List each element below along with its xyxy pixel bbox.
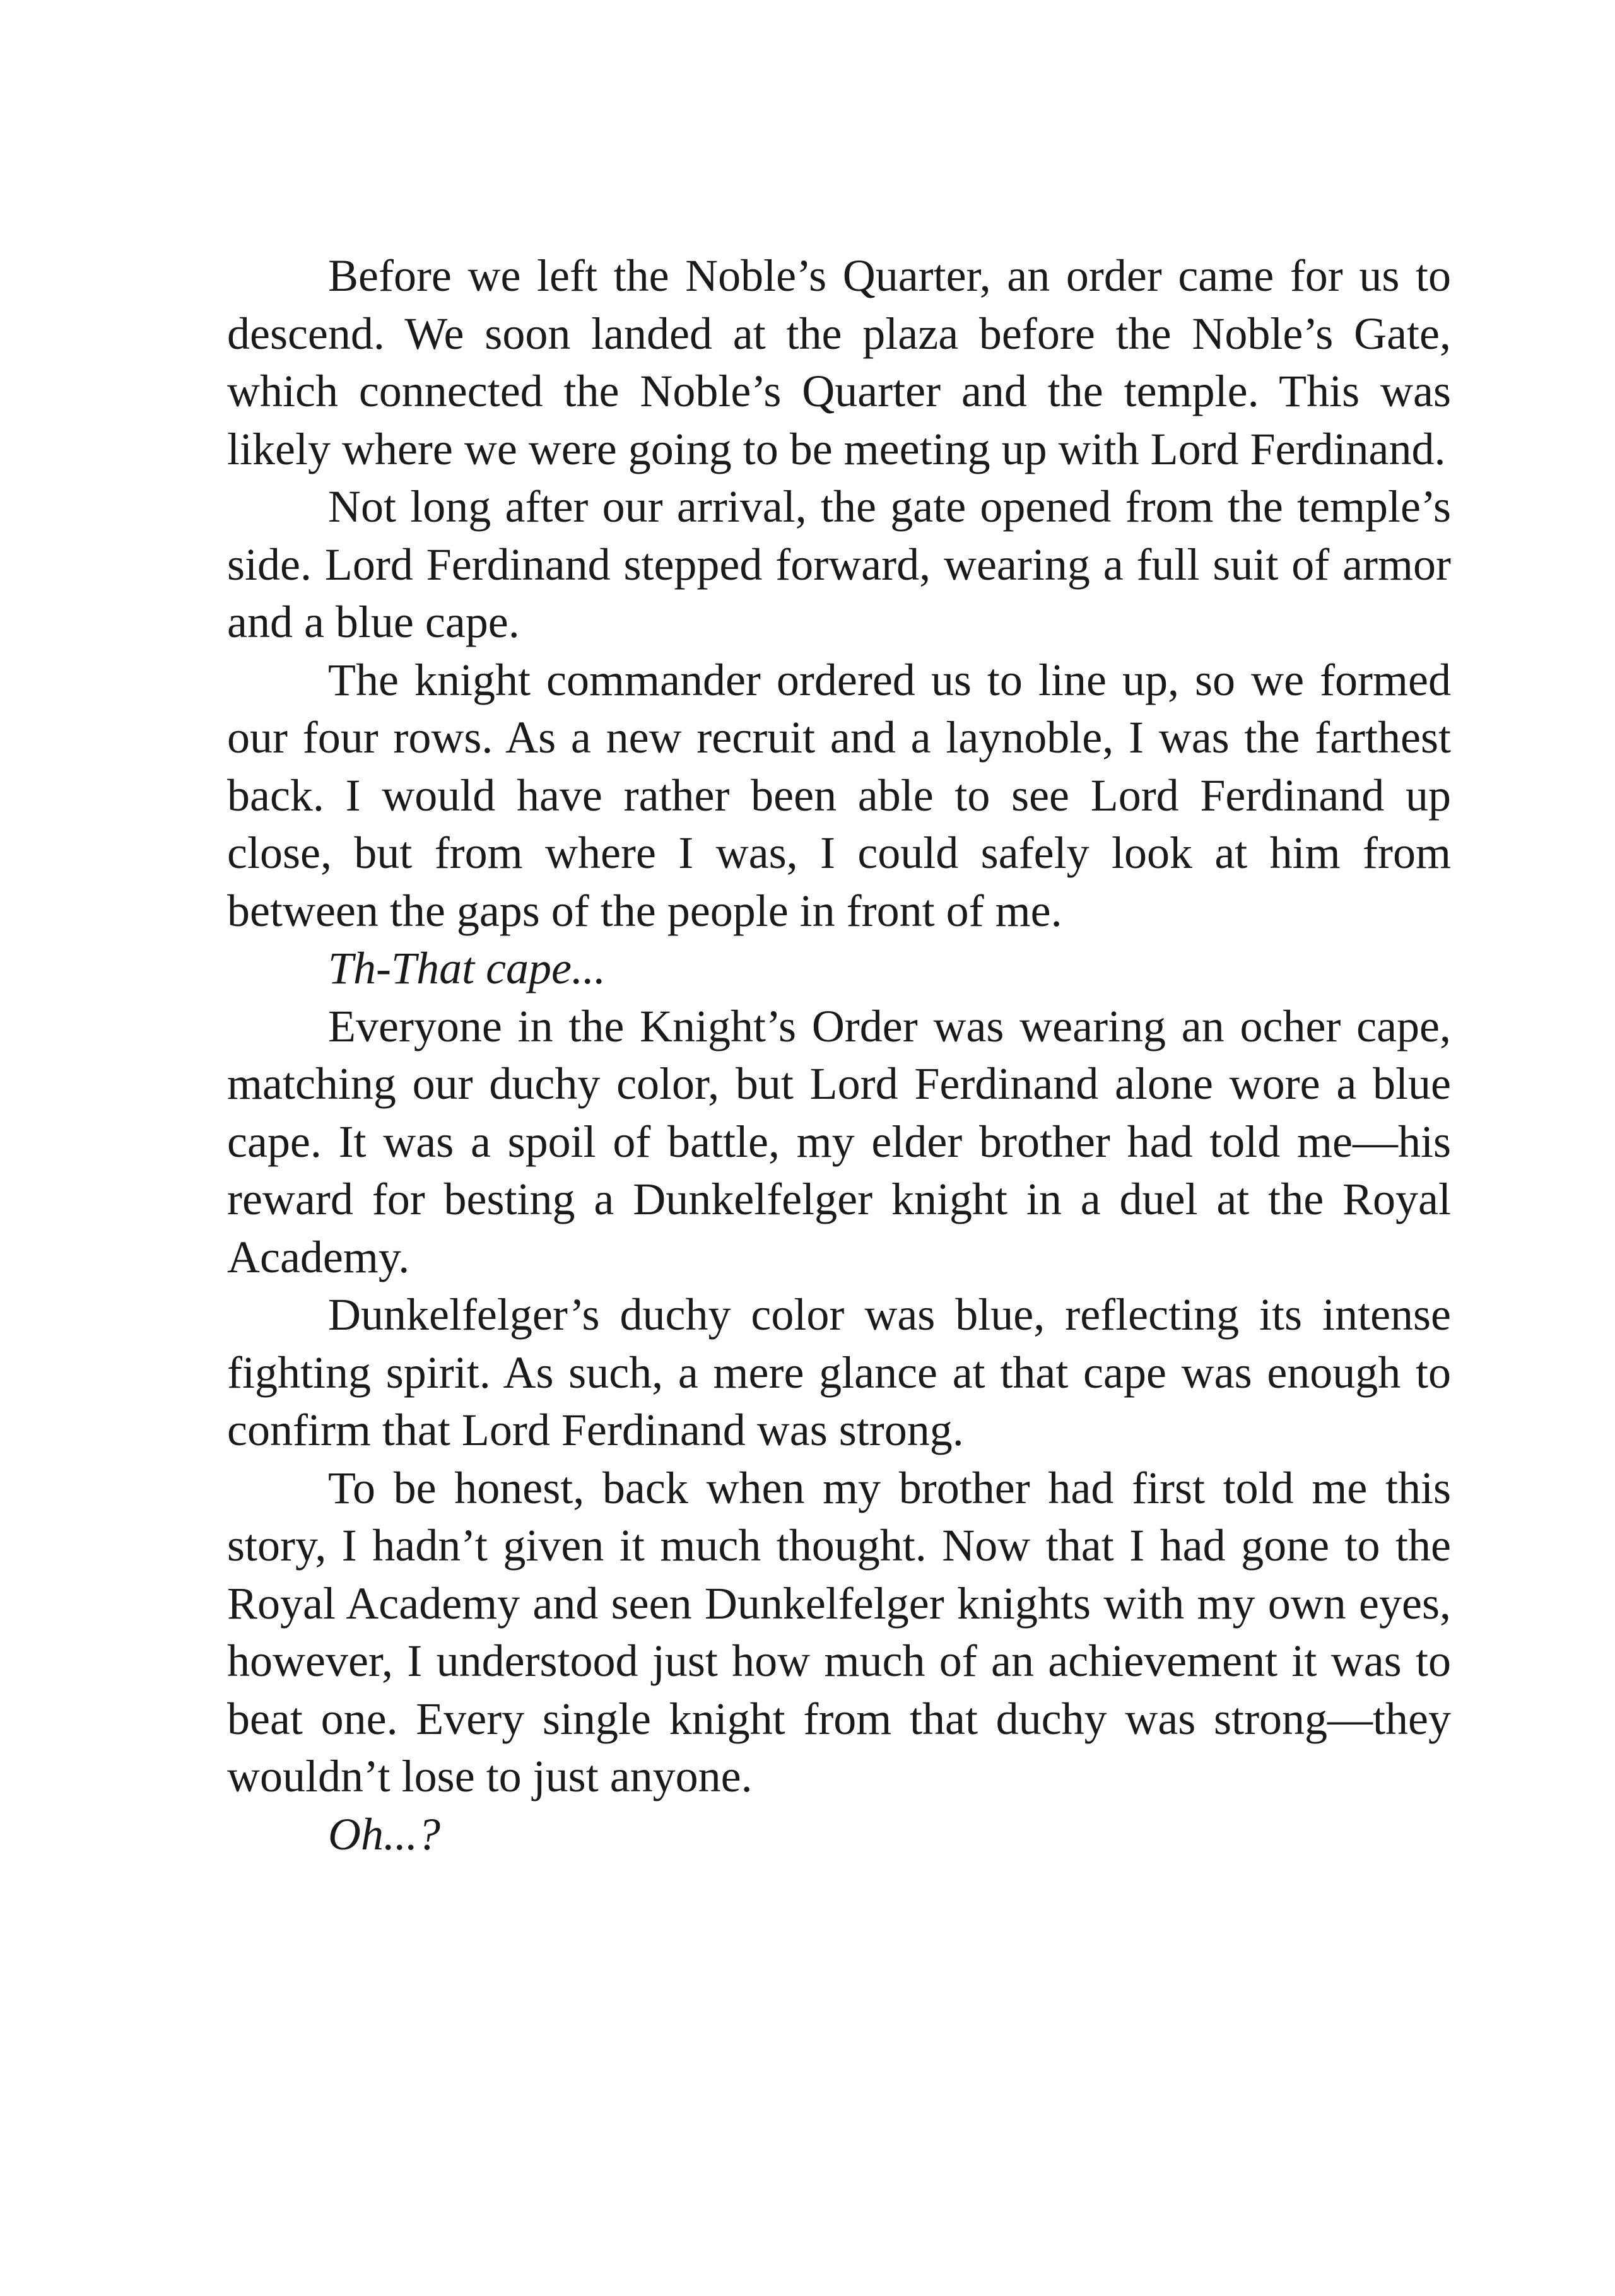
page-body xyxy=(227,247,1451,1863)
paragraph: Not long after our arrival, the gate opened from the temple’s side. Lord Ferdinand stepped forward, wearing a full suit of armor and a blue cape. xyxy=(227,481,1451,647)
inner-thought: Th-That cape... xyxy=(328,943,606,993)
paragraph: Before we left the Noble’s Quarter, an order came for us to descend. We soon landed at the plaza before the Noble’s Gate, which connected the Noble’s Quarter and the temple. This was likely where we were going to be meeting up with Lord Ferdinand. xyxy=(227,250,1451,474)
paragraph: Dunkelfelger’s duchy color was blue, reflecting its intense fighting spirit. As such, a mere glance at that cape was enough to confirm that Lord Ferdinand was strong. xyxy=(227,1289,1451,1455)
paragraph: To be honest, back when my brother had first told me this story, I hadn’t given it much thought. Now that I had gone to the Royal Academy and seen Dunkelfelger knights with my own eyes, however, I understood just how much of an achievement it was to beat one. Every single knight from that duchy was strong—they wouldn’t lose to just anyone. xyxy=(227,1462,1451,1801)
paragraph: The knight commander ordered us to line up, so we formed our four rows. As a new recruit and a laynoble, I was the farthest back. I would have rather been able to see Lord Ferdinand up close, but from where I was, I could safely look at him from between the gaps of the people in front of me. xyxy=(227,654,1451,936)
paragraph: Everyone in the Knight’s Order was wearing an ocher cape, matching our duchy color, but Lord Ferdinand alone wore a blue cape. It was a spoil of battle, my elder brother had told me—his reward for besting a Dunkelfelger knight in a duel at the Royal Academy. xyxy=(227,1000,1451,1282)
inner-thought: Oh...? xyxy=(328,1808,440,1860)
